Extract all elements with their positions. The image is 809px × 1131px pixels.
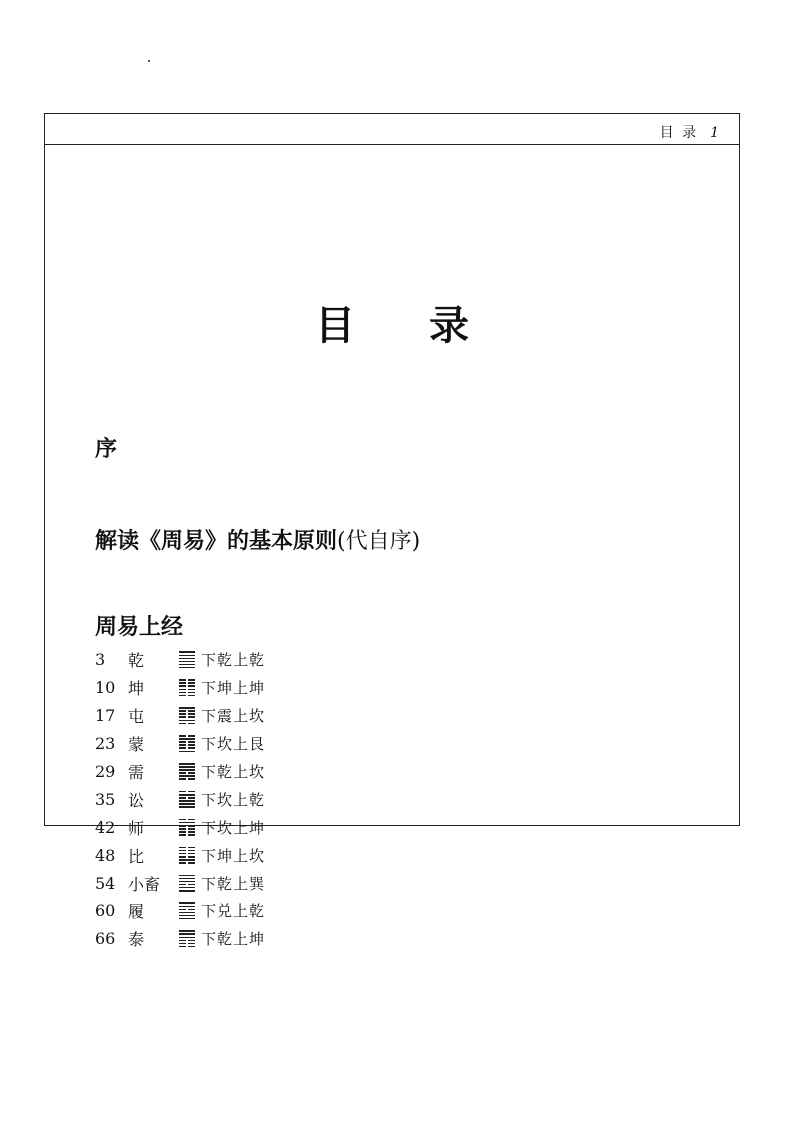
toc-entry-name: 比 [128,846,145,866]
toc-entry-name: 乾 [128,651,145,671]
section-reading-principles-note: (代自序) [337,529,421,554]
toc-entry-name: 师 [128,818,145,838]
toc-entry-trigrams: 下坤上坎 [201,846,266,865]
hexagram-icon [179,875,195,892]
toc-entry-page: 60 [95,901,116,921]
toc-entry-name: 泰 [128,930,145,950]
toc-entry-name: 屯 [128,707,145,727]
toc-entry-page: 3 [95,650,106,670]
toc-entry[interactable] [95,730,265,758]
toc-entry[interactable] [95,869,265,897]
toc-entry-name: 需 [128,763,145,782]
toc-entry-trigrams: 下乾上坤 [201,930,266,949]
toc-entry[interactable] [95,897,265,925]
section-reading-principles-main: 解读《周易》的基本原则 [95,529,338,554]
hexagram-icon [179,930,195,947]
toc-entry[interactable] [95,674,265,702]
toc-entry[interactable] [95,702,265,730]
toc-entry-trigrams: 下坎上乾 [201,790,266,809]
page-frame [44,113,740,950]
page-number: 1 [710,125,721,141]
toc-entry-page: 17 [95,706,116,726]
toc-entry[interactable] [95,813,265,841]
hexagram-icon [179,679,195,696]
page-title: 目 录 [315,303,499,349]
hexagram-icon [179,902,195,919]
toc-entry-page: 66 [95,929,116,949]
toc-entry-trigrams: 下坎上坤 [201,818,266,837]
toc-entry-name: 蒙 [128,735,145,755]
hexagram-icon [179,791,195,808]
running-head-label: 目 录 [659,125,699,141]
toc-entry-trigrams: 下兑上乾 [201,902,266,921]
toc-entry[interactable] [95,758,265,786]
section-preface[interactable]: 序 [95,437,118,462]
toc-entry-page: 54 [95,873,116,893]
hexagram-icon [179,819,195,836]
toc-entry-page: 10 [95,678,116,698]
toc-entry[interactable] [95,925,265,953]
toc-entry-page: 29 [95,762,116,781]
section-reading-principles[interactable] [95,524,420,555]
running-head [660,122,721,142]
hexagram-icon [179,847,195,864]
hexagram-icon [179,651,195,668]
toc-entry-name: 坤 [128,679,145,699]
toc-entry-page: 48 [95,845,116,865]
toc-entry-trigrams: 下坤上坤 [201,679,266,698]
hexagram-icon [179,763,195,780]
toc-entry-trigrams: 下乾上乾 [201,651,266,670]
toc-entry-page: 42 [95,817,116,837]
toc-entries [95,646,265,953]
section-upper-canon: 周易上经 [95,615,184,640]
toc-entry-trigrams: 下乾上坎 [201,763,266,781]
toc-entry-page: 35 [95,789,116,809]
toc-entry-trigrams: 下乾上巽 [201,874,266,893]
toc-entry-name: 履 [128,902,145,922]
toc-entry[interactable] [95,646,265,674]
header-rule [45,144,739,145]
toc-entry-name: 讼 [128,790,145,810]
hexagram-icon [179,707,195,724]
hexagram-icon [179,735,195,752]
toc-entry-page: 23 [95,734,116,754]
toc-entry-name: 小畜 [128,874,161,894]
toc-entry[interactable] [95,841,265,869]
scan-speck [148,60,150,62]
toc-entry[interactable] [95,785,265,813]
toc-entry-trigrams: 下震上坎 [201,707,266,726]
toc-entry-trigrams: 下坎上艮 [201,735,266,754]
